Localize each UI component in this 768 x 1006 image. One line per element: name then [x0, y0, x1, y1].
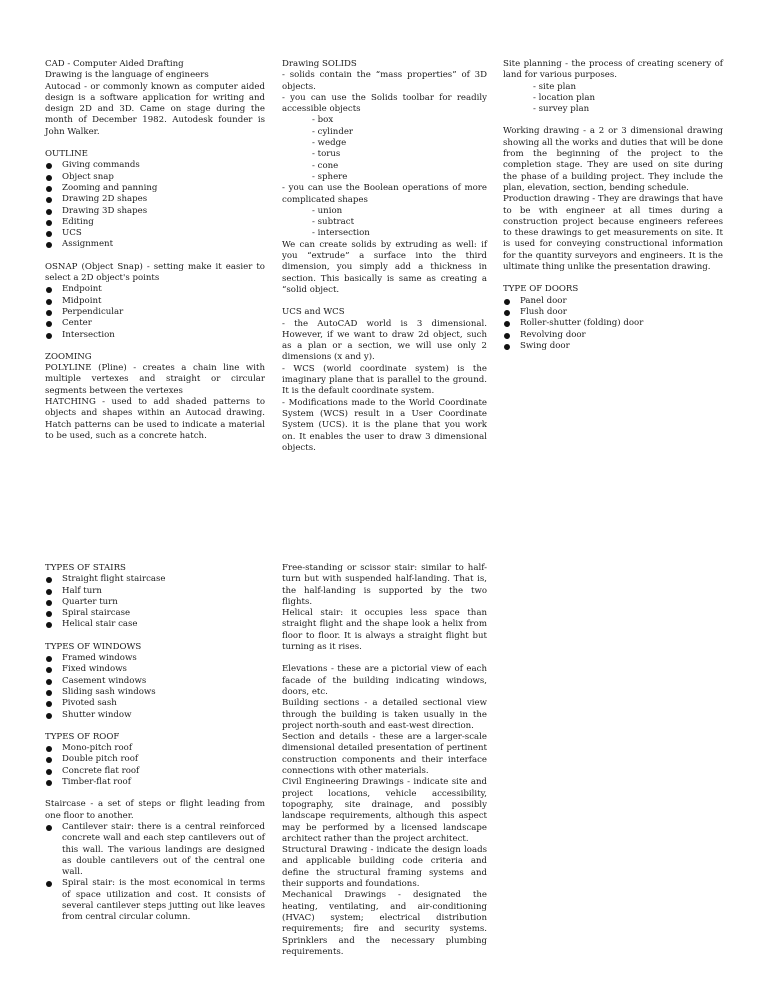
- list-item: Cantilever stair: there is a central reinforced concrete wall and each step cantilevers out of this wall. The various landings are designed as double cantilevers out of the central one wall.: [45, 822, 265, 878]
- list-item: Half turn: [45, 586, 265, 597]
- list-item: Double pitch roof: [45, 754, 265, 765]
- list-item: - sphere: [312, 172, 487, 183]
- hatching-paragraph: HATCHING - used to add shaded patterns to objects and shapes within an Autocad drawing. Hatch patterns can be used to indicate a material to be used, such as a concrete hatch.: [45, 397, 265, 441]
- list-item: Panel door: [503, 296, 723, 307]
- list-item: Giving commands: [45, 160, 265, 171]
- list-item: Swing door: [503, 341, 723, 352]
- list-item: Flush door: [503, 307, 723, 318]
- cad-autocad-paragraph: Autocad - or commonly known as computer aided design is a software application for writing and design 2D and 3D. Came on stage during the month of December 1982. Autodesk founder is John Walker.: [45, 81, 265, 137]
- list-item: Drawing 2D shapes: [45, 194, 265, 205]
- list-item: - torus: [312, 149, 487, 160]
- list-item: Revolving door: [503, 330, 723, 341]
- cad-intro: Drawing is the language of engineers: [45, 70, 209, 81]
- list-item: Object snap: [45, 172, 265, 183]
- solids-paragraph-1: - solids contain the “mass properties” of 3D objects.: [282, 70, 487, 92]
- list-item: - intersection: [312, 228, 487, 239]
- staircase-paragraph: Staircase - a set of steps or flight leading from one floor to another.: [45, 799, 265, 821]
- cad-heading: CAD - Computer Aided Drafting: [45, 59, 184, 69]
- boolean-list: [282, 206, 487, 240]
- doors-heading: TYPE OF DOORS: [503, 284, 579, 295]
- ucs-heading: UCS and WCS: [282, 307, 345, 318]
- list-item: Intersection: [45, 330, 265, 341]
- list-item: Midpoint: [45, 296, 265, 307]
- ucs-paragraph-1: - the AutoCAD world is 3 dimensional. However, if we want to draw 2d object, such as a plan or a section, we will use only 2 dimensions (x and y).: [282, 318, 487, 363]
- solids-paragraph-2: - you can use the Solids toolbar for readily accessible objects: [282, 92, 487, 115]
- windows-list: [45, 653, 265, 721]
- list-item: Spiral stair: is the most economical in terms of space utilization and cost. It consists of several cantilever steps jutting out like leaves from central circular column.: [45, 878, 265, 923]
- list-item: - cylinder: [312, 127, 487, 138]
- section-details-paragraph: Section and details - these are a larger-scale dimensional detailed presentation of pertinent construction components and their interface connections with other materials.: [282, 732, 487, 777]
- list-item: Roller-shutter (folding) door: [503, 318, 723, 329]
- free-standing-paragraph: Free-standing or scissor stair: similar to half-turn but with suspended half-landing. That is, the half-landing is supported by the two flights.: [282, 563, 487, 607]
- doors-list: [503, 296, 723, 352]
- solids-paragraph-3: - you can use the Boolean operations of more complicated shapes: [282, 183, 487, 205]
- list-item: Framed windows: [45, 653, 265, 664]
- list-item: Quarter turn: [45, 597, 265, 608]
- solids-list: [282, 115, 487, 183]
- structural-drawing-paragraph: Structural Drawing - indicate the design loads and applicable building code criteria and define the structural framing systems and their supports and foundations.: [282, 845, 487, 890]
- list-item: Shutter window: [45, 710, 265, 721]
- working-drawing-paragraph: Working drawing - a 2 or 3 dimensional drawing showing all the works and duties that will be done from the beginning of the project to the completion stage. They are used on site during the phase of a building project. They include the plan, elevation, section, bending schedule.: [503, 126, 723, 193]
- outline-heading: OUTLINE: [45, 149, 88, 160]
- list-item: - wedge: [312, 138, 487, 149]
- column-stairs-drawings: [282, 563, 487, 958]
- list-item: - survey plan: [533, 104, 723, 115]
- list-item: - subtract: [312, 217, 487, 228]
- windows-heading: TYPES OF WINDOWS: [45, 641, 142, 652]
- ucs-paragraph-3: - Modifications made to the World Coordinate System (WCS) result in a User Coordinate System (UCS). it is the plane that you work on. It enables the user to draw 3 dimensional objects.: [282, 397, 487, 453]
- list-item: Pivoted sash: [45, 698, 265, 709]
- list-item: - union: [312, 206, 487, 217]
- column-cad: [45, 59, 265, 442]
- list-item: Drawing 3D shapes: [45, 206, 265, 217]
- stairs-list: [45, 574, 265, 630]
- ucs-paragraph-2: - WCS (world coordinate system) is the imaginary plane that is parallel to the ground. It is the default coordinate system.: [282, 363, 487, 397]
- list-item: Fixed windows: [45, 664, 265, 675]
- roof-list: [45, 743, 265, 788]
- civil-drawings-paragraph: Civil Engineering Drawings - indicate site and project locations, vehicle accessibility, topography, site drainage, and possibly landscape requirements, although this aspect may be performed by a licensed landscape architect rather than the project architect.: [282, 777, 487, 844]
- production-drawing-paragraph: Production drawing - They are drawings that have to be with engineer at all times during a construction project because engineers referees to these drawings to get measurements on site. It is used for conveying constructional information for the quantity surveyors and engineers. It is the ultimate thing unlike the presentation drawing.: [503, 194, 723, 273]
- solids-paragraph-4: We can create solids by extruding as well: if you “extrude” a surface into the third dimension, you simply add a thickness in section. This basically is same as creating a “solid object.: [282, 239, 487, 295]
- list-item: Sliding sash windows: [45, 687, 265, 698]
- roof-heading: TYPES OF ROOF: [45, 731, 120, 742]
- list-item: Editing: [45, 217, 265, 228]
- list-item: - location plan: [533, 93, 723, 104]
- list-item: Concrete flat roof: [45, 766, 265, 777]
- elevations-paragraph: Elevations - these are a pictorial view of each facade of the building indicating windows, doors, etc.: [282, 664, 487, 697]
- stairs-heading: TYPES OF STAIRS: [45, 563, 126, 573]
- list-item: Helical stair case: [45, 619, 265, 630]
- list-item: Perpendicular: [45, 307, 265, 318]
- list-item: Timber-flat roof: [45, 777, 265, 788]
- list-item: Casement windows: [45, 676, 265, 687]
- list-item: Spiral staircase: [45, 608, 265, 619]
- site-plan-list: [503, 82, 723, 116]
- list-item: Endpoint: [45, 284, 265, 295]
- list-item: Mono-pitch roof: [45, 743, 265, 754]
- list-item: Center: [45, 318, 265, 329]
- osnap-list: [45, 284, 265, 340]
- zooming-heading: ZOOMING: [45, 351, 92, 362]
- helical-paragraph: Helical stair: it occupies less space than straight flight and the shape look a helix from floor to floor. It is always a straight flight but turning as it rises.: [282, 608, 487, 653]
- building-sections-paragraph: Building sections - a detailed sectional view through the building is taken usually in the project north-south and east-west direction.: [282, 698, 487, 731]
- column-solids: [282, 59, 487, 454]
- polyline-paragraph: POLYLINE (Pline) - creates a chain line with multiple vertexes and straight or circular segments between the vertexes: [45, 363, 265, 396]
- site-planning-paragraph: Site planning - the process of creating scenery of land for various purposes.: [503, 59, 723, 81]
- list-item: Assignment: [45, 239, 265, 250]
- list-item: - cone: [312, 161, 487, 172]
- outline-list: [45, 160, 265, 250]
- list-item: - box: [312, 115, 487, 126]
- osnap-paragraph: OSNAP (Object Snap) - setting make it easier to select a 2D object's points: [45, 261, 265, 284]
- staircase-list: [45, 822, 265, 924]
- column-drawings: [503, 59, 723, 352]
- list-item: - site plan: [533, 82, 723, 93]
- list-item: Straight flight staircase: [45, 574, 265, 585]
- list-item: Zooming and panning: [45, 183, 265, 194]
- column-stairs: [45, 563, 265, 924]
- solids-heading: Drawing SOLIDS: [282, 59, 357, 69]
- mechanical-drawings-paragraph: Mechanical Drawings - designated the heating, ventilating, and air-conditioning (HVAC) system; electrical distribution requirements; fire and security systems. Sprinklers and the necessary plumbing requirements.: [282, 890, 487, 957]
- list-item: UCS: [45, 228, 265, 239]
